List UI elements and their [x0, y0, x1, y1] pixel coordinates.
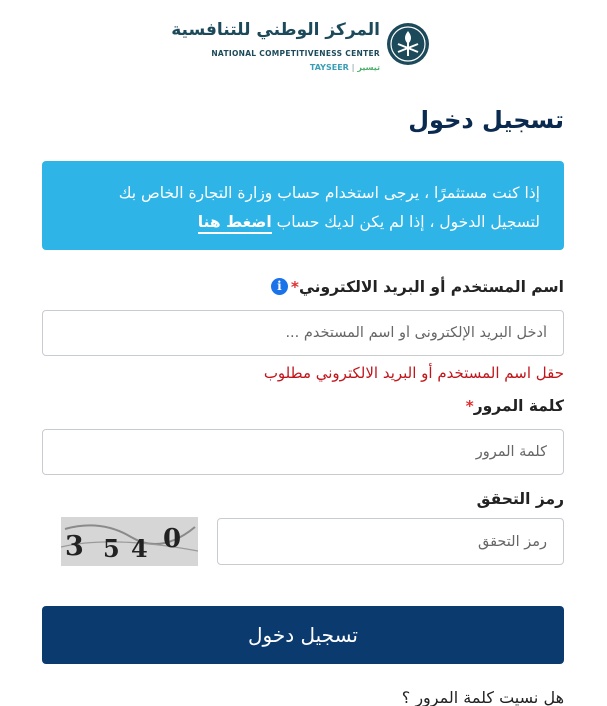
ncc-logo — [171, 20, 430, 80]
username-input[interactable] — [42, 310, 564, 356]
username-label-text: اسم المستخدم أو البريد الالكتروني — [298, 278, 564, 296]
logo-subtitle — [310, 63, 380, 72]
login-button[interactable]: تسجيل دخول — [42, 606, 564, 664]
click-here-link[interactable]: اضغط هنا — [198, 213, 272, 234]
captcha-input[interactable] — [217, 518, 564, 565]
required-mark: * — [290, 278, 299, 296]
logo-sub-en: TAYSEER — [309, 63, 349, 72]
captcha-digit: 3 — [65, 531, 84, 562]
logo-english-name: NATIONAL COMPETITIVENESS CENTER — [211, 49, 380, 58]
captcha-digit: 0 — [163, 524, 182, 554]
forgot-password-link[interactable]: هل نسيت كلمة المرور ؟ — [401, 688, 564, 706]
password-label-text: كلمة المرور — [473, 397, 564, 415]
investor-info-alert — [42, 161, 564, 250]
info-icon[interactable]: i — [271, 278, 288, 295]
info-text: إذا كنت مستثمرًا ، يرجى استخدام حساب وزارة التجارة الخاص بك لتسجيل الدخول ، إذا لم يكن لديك حساب — [118, 184, 540, 231]
saudi-emblem-icon — [386, 22, 430, 66]
password-label — [466, 397, 564, 415]
captcha-graphic — [61, 517, 198, 566]
page-title: تسجيل دخول — [408, 106, 564, 134]
password-input[interactable] — [42, 429, 564, 475]
logo-arabic-name: المركز الوطني للتنافسية — [171, 20, 380, 40]
captcha-digit: 5 — [103, 534, 120, 563]
username-error-message: حقل اسم المستخدم أو البريد الالكتروني مطلوب — [263, 364, 564, 382]
required-mark: * — [465, 397, 474, 415]
captcha-label: رمز التحقق — [476, 490, 564, 508]
captcha-digit: 4 — [131, 534, 148, 563]
username-label — [271, 278, 564, 296]
captcha-image — [61, 517, 198, 566]
logo-sub-separator: | — [351, 63, 355, 72]
logo-sub-ar: تيسير — [357, 63, 380, 72]
